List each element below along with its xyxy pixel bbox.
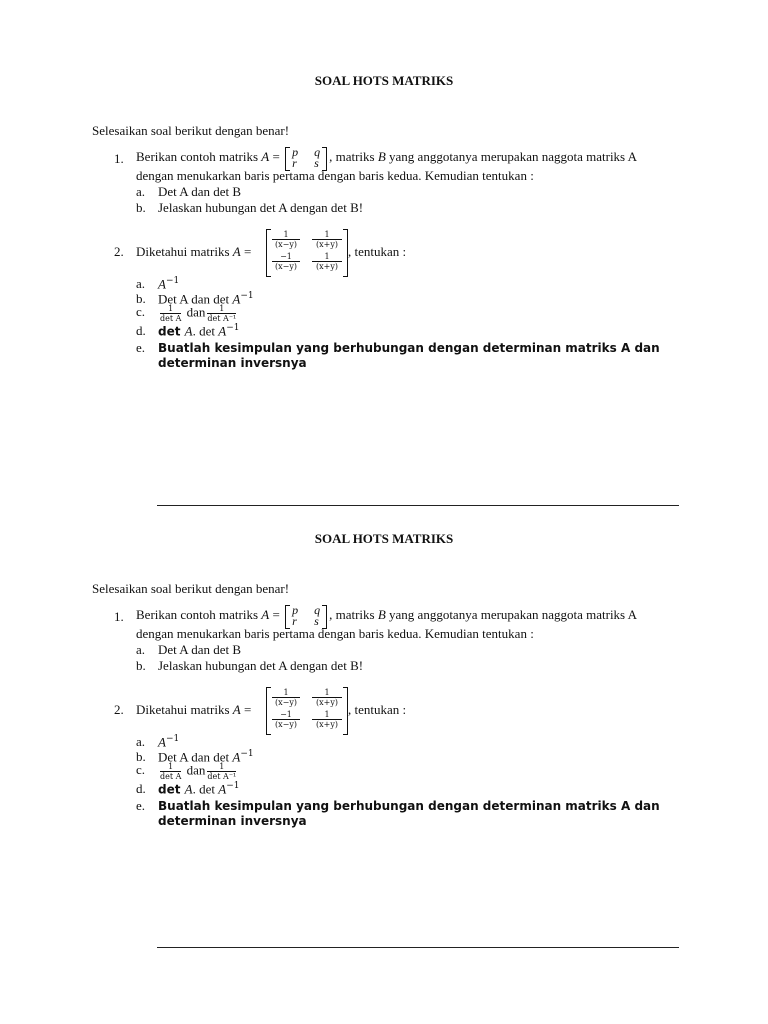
matrix-cell-r: r	[292, 614, 297, 628]
matrix-a-symbol: A	[184, 323, 193, 339]
worksheet-2	[0, 458, 768, 918]
equals-sign: =	[240, 702, 252, 717]
matrix-a-symbol: A	[232, 291, 241, 307]
dan-text: dan	[186, 762, 206, 778]
worksheet-title: SOAL HOTS MATRIKS	[314, 73, 454, 88]
worksheet-1	[0, 0, 768, 460]
q2-text-b: , tentukan :	[348, 244, 407, 259]
det-keyword: det	[158, 782, 185, 797]
equals-sign: =	[269, 148, 284, 164]
q2-item-e-line-1	[136, 340, 660, 356]
item-label: a.	[136, 276, 146, 292]
matrix-cell-q: q	[314, 603, 321, 617]
inverse-superscript: −1	[165, 734, 180, 744]
divider-line	[157, 947, 679, 948]
item-label: e.	[136, 798, 146, 813]
item-label: e.	[136, 340, 146, 355]
item-text: Det A dan det	[158, 291, 233, 307]
matrix-a-symbol: A	[232, 244, 241, 259]
inverse-superscript: −1	[240, 291, 254, 301]
matrix-a-symbol: A	[232, 749, 241, 765]
q2-text-a: Diketahui matriks	[136, 702, 233, 717]
q2-text-b: , tentukan :	[348, 702, 407, 717]
matrix-cell-p: p	[292, 603, 299, 617]
fraction-one-over-det-a-inverse: $\frac{1}{\text{det A⁻¹}}$	[207, 762, 237, 781]
q1-item-a	[136, 642, 241, 658]
matrix-cell-s: s	[314, 156, 319, 170]
question-1-number: 1.	[114, 151, 124, 166]
question-1-line-1	[136, 147, 637, 169]
item-text: Buatlah kesimpulan yang berhubungan dengan determinan matriks A dan	[158, 341, 660, 355]
item-text: Det A dan det B	[158, 642, 242, 657]
item-text: Jelaskan hubungan det A dengan det B!	[158, 658, 364, 673]
matrix-a-symbol: A	[158, 734, 166, 750]
matrix-cell-s: s	[314, 614, 319, 628]
item-text: Jelaskan hubungan det A dengan det B!	[158, 200, 364, 215]
q1-item-b	[136, 658, 363, 674]
q1-text-a: Berikan contoh matriks	[136, 148, 262, 164]
left-bracket	[266, 687, 271, 735]
fraction-m21: $\frac{-1}{(x-y)}$	[272, 252, 300, 271]
matrix-b-symbol: B	[377, 606, 386, 622]
instruction-text: Selesaikan soal berikut dengan benar!	[92, 123, 290, 138]
worksheet-title: SOAL HOTS MATRIKS	[314, 531, 454, 546]
q2-item-e-line-2: determinan inversnya	[158, 356, 307, 370]
matrix-a-symbol: A	[218, 323, 227, 339]
fraction-one-over-det-a: $\frac{1}{\text{det A}}$	[160, 762, 182, 781]
q2-item-c	[136, 762, 238, 781]
fraction-one-over-det-a-inverse: $\frac{1}{\text{det A⁻¹}}$	[207, 304, 237, 323]
matrix-a-symbol: A	[184, 781, 193, 797]
item-label: b.	[136, 200, 146, 215]
q2-item-c	[136, 304, 238, 323]
item-label: a.	[136, 642, 146, 657]
q1-text-c: yang anggotanya merupakan naggota matriks A	[385, 606, 638, 622]
matrix-a-fractions	[266, 687, 348, 733]
item-label: b.	[136, 658, 146, 673]
det-text: . det	[192, 323, 219, 339]
fraction-one-over-det-a: $\frac{1}{\text{det A}}$	[160, 304, 182, 323]
item-text: Det A dan det B	[158, 184, 242, 199]
instruction-text: Selesaikan soal berikut dengan benar!	[92, 581, 290, 596]
q1-text-b: , matriks	[329, 148, 378, 164]
question-1-number: 1.	[114, 609, 124, 624]
fraction-m11: $\frac{1}{(x-y)}$	[272, 688, 300, 707]
det-keyword: det	[158, 324, 185, 339]
matrix-a-2x2	[285, 147, 327, 169]
inverse-superscript: −1	[226, 781, 240, 791]
q1-item-b	[136, 200, 363, 216]
item-label: d.	[136, 781, 146, 797]
matrix-a-symbol: A	[218, 781, 227, 797]
item-label: c.	[136, 304, 146, 320]
left-bracket	[266, 229, 271, 277]
dan-text: dan	[186, 304, 206, 320]
question-1-line-2: dengan menukarkan baris pertama dengan baris kedua. Kemudian tentukan :	[136, 168, 534, 183]
equals-sign: =	[269, 606, 284, 622]
inverse-superscript: −1	[165, 276, 180, 286]
fraction-m21: $\frac{-1}{(x-y)}$	[272, 710, 300, 729]
item-label: a.	[136, 184, 146, 199]
question-2-stem	[136, 244, 251, 260]
fraction-m12: $\frac{1}{(x+y)}$	[312, 688, 342, 707]
q2-item-d	[136, 323, 239, 339]
fraction-m22: $\frac{1}{(x+y)}$	[312, 252, 342, 271]
question-1-line-2: dengan menukarkan baris pertama dengan baris kedua. Kemudian tentukan :	[136, 626, 534, 641]
q1-text-a: Berikan contoh matriks	[136, 606, 262, 622]
matrix-cell-p: p	[292, 145, 299, 159]
det-text: . det	[192, 781, 219, 797]
q1-text-c: yang anggotanya merupakan naggota matriks A	[385, 148, 638, 164]
inverse-superscript: −1	[226, 323, 240, 333]
question-2-number: 2.	[114, 702, 124, 717]
q2-item-a	[136, 734, 179, 750]
q2-item-a	[136, 276, 179, 292]
item-text: Det A dan det	[158, 749, 233, 765]
item-label: b.	[136, 749, 146, 765]
item-label: d.	[136, 323, 146, 339]
matrix-a-symbol: A	[232, 702, 241, 717]
matrix-a-symbol: A	[261, 606, 270, 622]
item-text: Buatlah kesimpulan yang berhubungan dengan determinan matriks A dan	[158, 799, 660, 813]
item-label: a.	[136, 734, 146, 750]
q1-text-b: , matriks	[329, 606, 378, 622]
question-2-number: 2.	[114, 244, 124, 259]
matrix-a-symbol: A	[158, 276, 166, 292]
matrix-b-symbol: B	[377, 148, 386, 164]
fraction-m12: $\frac{1}{(x+y)}$	[312, 230, 342, 249]
question-1-line-1	[136, 605, 637, 627]
matrix-a-2x2	[285, 605, 327, 627]
matrix-cell-r: r	[292, 156, 297, 170]
q2-text-a: Diketahui matriks	[136, 244, 233, 259]
q2-item-e-line-2: determinan inversnya	[158, 814, 307, 828]
inverse-superscript: −1	[240, 749, 254, 759]
matrix-a-symbol: A	[261, 148, 270, 164]
equals-sign: =	[240, 244, 252, 259]
fraction-m22: $\frac{1}{(x+y)}$	[312, 710, 342, 729]
item-label: c.	[136, 762, 146, 778]
question-2-stem	[136, 702, 251, 718]
q2-item-e-line-1	[136, 798, 660, 814]
item-label: b.	[136, 291, 146, 307]
matrix-a-fractions	[266, 229, 348, 275]
fraction-m11: $\frac{1}{(x-y)}$	[272, 230, 300, 249]
q2-item-d	[136, 781, 239, 797]
matrix-cell-q: q	[314, 145, 321, 159]
q1-item-a	[136, 184, 241, 200]
